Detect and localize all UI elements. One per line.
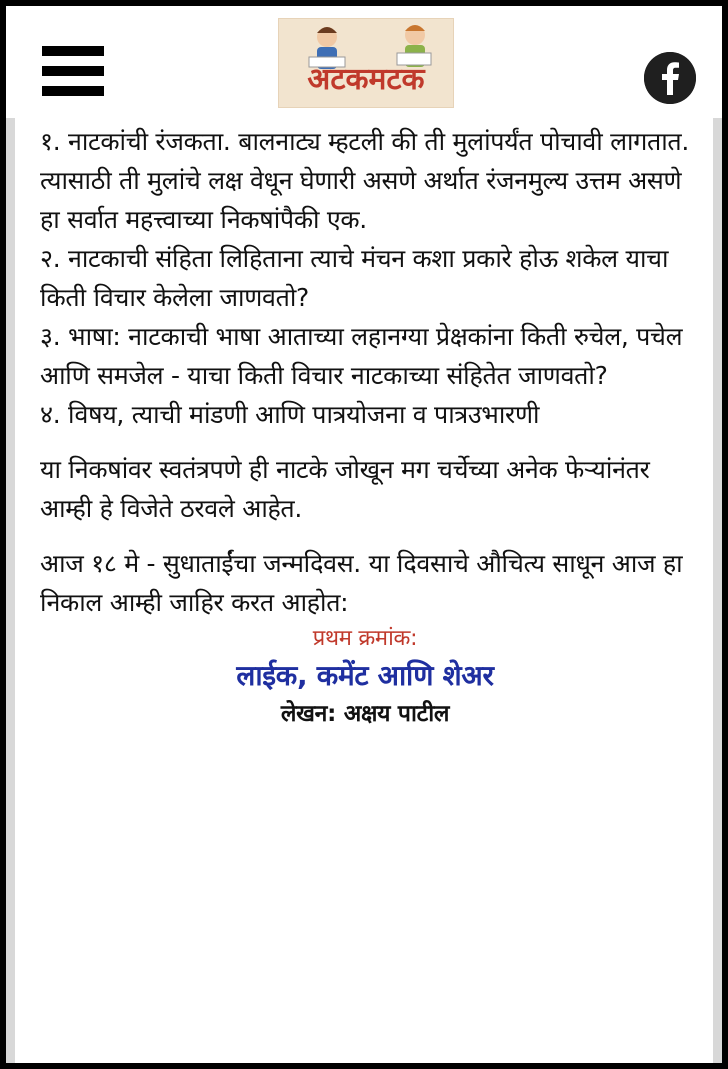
hamburger-menu-icon[interactable] xyxy=(42,46,104,100)
right-scroll-rail xyxy=(713,118,722,1063)
logo-text: अटकमटक xyxy=(307,62,425,97)
facebook-icon[interactable] xyxy=(644,52,696,104)
criterion-1: १. नाटकांची रंजकता. बालनाट्य म्हटली की ती मुलांपर्यंत पोचावी लागतात. त्यासाठी ती मुलांचे लक्ष वेधून घेणारी असणे अर्थात रंजनमुल्य उत्तम असणे हा सर्वात महत्त्वाच्या निकषांपैकी एक. xyxy=(40,127,690,234)
menu-bar xyxy=(42,46,104,56)
article-content xyxy=(40,122,690,732)
left-scroll-rail xyxy=(6,118,15,1063)
paragraph-announcement: आज १८ मे - सुधाताईंचा जन्मदिवस. या दिवसाचे औचित्य साधून आज हा निकाल आम्ही जाहिर करत आहोत: xyxy=(40,549,683,617)
logo-artwork xyxy=(279,19,453,107)
page xyxy=(6,6,722,1063)
menu-bar xyxy=(42,86,104,96)
menu-bar xyxy=(42,66,104,76)
site-logo[interactable] xyxy=(278,18,454,108)
winner-author: लेखन: अक्षय पाटील xyxy=(280,701,450,727)
header xyxy=(6,6,722,118)
paragraph-decision: या निकषांवर स्वतंत्रपणे ही नाटके जोखून मग चर्चेच्या अनेक फेऱ्यांनंतर आम्ही हे विजेते ठरवले आहेत. xyxy=(40,455,650,523)
criterion-2: २. नाटकाची संहिता लिहिताना त्याचे मंचन कशा प्रकारे होऊ शकेल याचा किती विचार केलेला जाणवतो? xyxy=(40,244,669,312)
winner-label: प्रथम क्रमांक: xyxy=(312,626,418,651)
winner-title: लाईक, कमेंट आणि शेअर xyxy=(236,659,494,692)
criterion-3: ३. भाषा: नाटकाची भाषा आताच्या लहानग्या प्रेक्षकांना किती रुचेल, पचेल आणि समजेल - याचा किती विचार नाटकाच्या संहितेत जाणवतो? xyxy=(40,322,683,390)
criterion-4: ४. विषय, त्याची मांडणी आणि पात्रयोजना व पात्रउभारणी xyxy=(40,400,540,429)
